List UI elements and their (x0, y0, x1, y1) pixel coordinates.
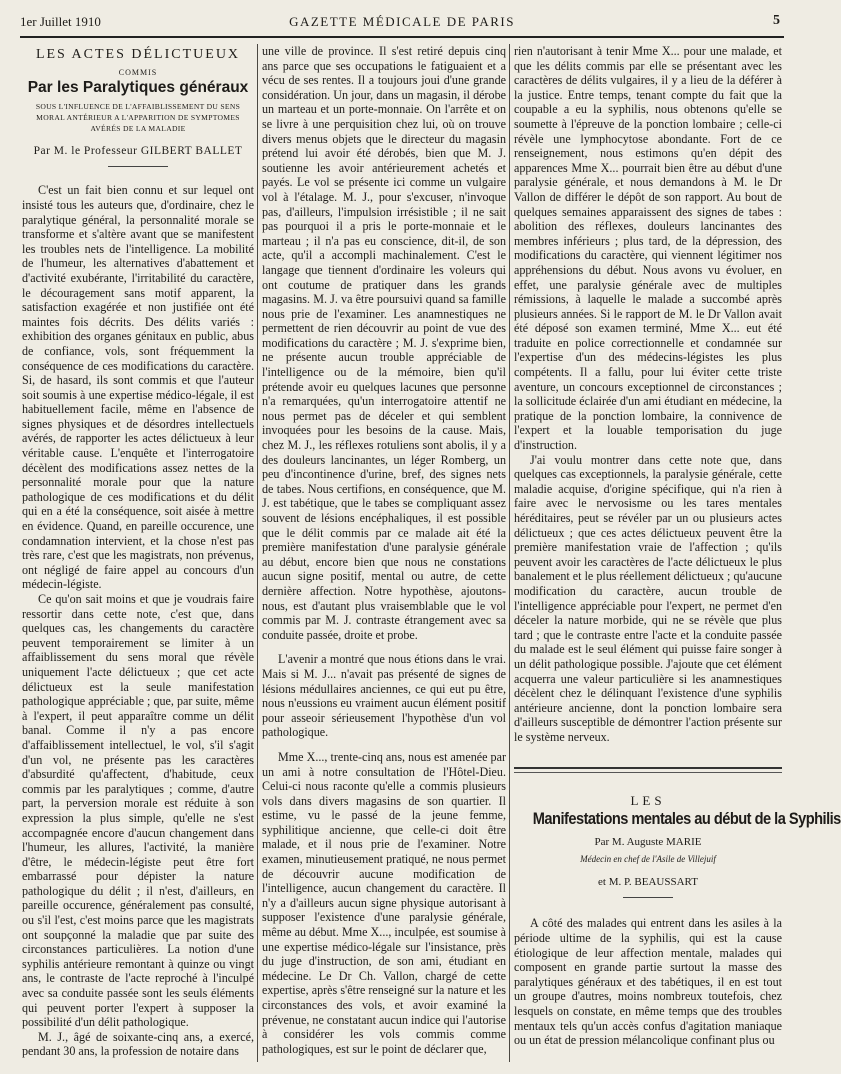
article-separator-rule (514, 767, 782, 769)
article2-paragraph: A côté des malades qui entrent dans les asiles à la période ultime de la syphilis, qui est la cause étiologique de leur affection mentale, malades qui composent en grande partie surtout la masse des paralytiques généraux et des tabétiques, il en est tout un groupe d'autres, moins nombreux toutefois, chez lesquels on constate, en même temps que des troubles mentaux tels qu'un accès confus d'agitation maniaque ou un état de pression mélancolique confinant plus ou (514, 916, 782, 1048)
journal-title: GAZETTE MÉDICALE DE PARIS (289, 14, 515, 29)
article2-label: LES (630, 792, 666, 808)
article1-flow-3 (514, 44, 782, 745)
article-separator-thin-rule (514, 772, 782, 773)
article1-paragraph: J'ai voulu montrer dans cette note que, dans quelques cas exceptionnels, la paralysie générale, cette maladie acquise, d'origine spécifique, qui n'a rien à faire avec le nervosisme ou les tares mentales héréditaires, peut se révéler par un ou plusieurs actes délictueux ; que ces actes délictueux peuvent être la première manifestation vraie de l'affection ; qu'ils peuvent avoir les caractères de l'acte délictueux le plus banalement et le plus réellement délictueux ; qu'aucune modification du caractère, aucun trouble de l'intelligence appréciable pour l'expert, ne permet d'en déceler la nature morbide, qui ne se révèle que plus tard ; que le contraste entre l'acte et la conduite passée du malade est le seul élément qui puisse faire songer à un délit pathologique possible. J'ajoute que cet élément acquerra une valeur particulière si les anamnestiques décèlent chez le délinquant l'existence d'une syphilis antérieure ancienne, dont la ponction lombaire sera d'ailleurs susceptible de démontrer l'action présente sur le système nerveux. (514, 452, 782, 744)
article1-paragraph: L'avenir a montré que nous étions dans le vrai. Mais si M. J... n'avait pas présenté de signes de lésions médullaires anciennes, ce qui eut pu être, nous n'eussions eu vraiment aucun élément positif pour asseoir sérieusement l'hypothèse d'un vol pathologique. (262, 652, 506, 740)
article2-author-1: Par M. Auguste MARIE (594, 835, 702, 848)
article1-paragraph: Mme X..., trente-cinq ans, nous est amenée par un ami à notre consultation de l'Hôtel-Dieu. Celui-ci nous raconte qu'elle a commis plusieurs vols dans divers magasins de son quartier. Il estime, vu le passé de la jeune femme, syphilitique ancienne, que celle-ci doit être malade, et il nous prie de l'examiner. Notre examen, minutieusement pratiqué, ne nous permet de découvrir aucune modification de l'intelligence, aucun changement du caractère. Il n'y a d'ailleurs aucun signe physique autorisant à supposer l'existence d'une paralysie générale, même au début. Mme X..., inculpée, est soumise à une expertise médico-légale sur l'insistance, près du juge d'instruction, de son ami, étudiant en médecine. Le Dr Ch. Vallon, chargé de cette expertise, après s'être renseigné sur la nature et les circonstances des vols, et avoir examiné la prévenue, ne constatant aucun indice qui l'autorise à considérer les vols commis comme pathologiques, est sur le point de déclarer que, (262, 749, 506, 1056)
title-rule (108, 166, 168, 167)
column-1 (22, 44, 254, 1064)
article1-subtitle: Par les Paralytiques généraux (27, 79, 249, 97)
article2-author-2: et M. P. BEAUSSART (598, 875, 698, 888)
article2-author-1-role: Médecin en chef de l'Asile de Villejuif (580, 854, 716, 865)
column-rule-1 (257, 44, 258, 1062)
column-2 (262, 44, 506, 1064)
running-header (20, 10, 784, 38)
article1-flow-2 (262, 44, 506, 1056)
page-number: 5 (773, 13, 780, 28)
article1-connector: COMMIS (118, 67, 158, 77)
article1-flow-1 (22, 183, 254, 1059)
article1-paragraph: M. J., âgé de soixante-cinq ans, a exercé, pendant 30 ans, la profession de notaire dans (22, 1029, 254, 1059)
issue-date: 1er Juillet 1910 (20, 14, 101, 29)
article1-paragraph: rien n'autorisant à tenir Mme X... pour une malade, et que les délits commis par elle se présentant avec les caractères de délits vulgaires, il y a lieu de la déférer à la justice. Entre temps, tenant compte du fait que la coupable a eu la syphilis, nous obtenons qu'elle se soumette à l'épreuve de la ponction lombaire ; celle-ci révèle une lymphocytose abondante. Fort de ce renseignement, nous estimons qu'en dépit des apparences Mme X... pourrait bien être au début d'une paralysie générale, et nous demandons à M. le Dr Vallon de différer le dépôt de son rapport. Au bout de quelques semaines apparaissent des signes de tabes : abolition des réflexes, douleurs lancinantes des membres inférieurs ; plus tard, de la dépression, des modifications du caractère, qui viennent légitimer nos appréhensions du début. Nous avons vu évoluer, en effet, une paralysie générale avec de multiples rémissions, à laquelle le malade a succombé après plusieurs années. Si le rapport de M. le Dr Vallon avait été déposé son examen terminé, Mme X... eut été traduite en police correctionnelle et condamnée sur l'expertise d'un des médecins-légistes les plus compétents. Il a fallu, pour lui éviter cette triste aventure, un concours exceptionnel de circonstances ; la sollicitude éclairée d'un ami étudiant en médecine, la pratique de la ponction lombaire, la connivence de l'expert et la louable temporisation du juge d'instruction. (514, 44, 782, 453)
article1-author: Par M. le Professeur GILBERT BALLET (33, 144, 243, 157)
article2-title-rule (623, 897, 673, 898)
article1-paragraph: une ville de province. Il s'est retiré depuis cinq ans parce que ses occupations le fatiguaient et a vécu de ses rentes. Il a toujours joui d'une grande considération. Un jour, dans un magasin, il dérobe un marteau et un porte-monnaie. On l'arrête et on se livre à une perquisition chez lui, où on trouve divers menus objets que le directeur du magasin prétend lui avoir été dérobés, bien que M. J. soutienne les avoir antérieurement achetés et payés. Le vol se présente ici comme un vulgaire vol à l'étalage. M. J., pour s'excuser, n'invoque pas, d'ailleurs, l'impulsion irrésistible ; il ne sait pas pourquoi il a pris le porte-monnaie et le marteau ; il n'a pas eu conscience, dit-il, de son acte, qu'il a accompli machinalement. C'est le langage que tiennent d'ordinaire les voleurs qui ont coutume de pratiquer dans les grands magasins. M. J. va être poursuivi quand sa famille nous prie de l'examiner. Les anamnestiques ne permettent de rien découvrir au point de vue des modifications du caractère ; M. J. s'exprime bien, ne présente aucun trouble appréciable de l'intelligence ou de la mémoire, bien qu'il prétende avoir eu quelques lacunes que personne n'a remarquées, qu'un interrogatoire attentif ne nous permet pas de déceler et qui semblent invoquées pour les besoins de la cause. Mais, chez M. J., les réflexes rotuliens sont abolis, il y a des douleurs lancinantes, un léger Romberg, un peu d'incontinence d'urine, bref, des signes nets de tabes. Nous certifions, en conséquence, que M. J. est tabétique, que le tabes se compliquant assez souvent de lésions encéphaliques, il est possible que le délit commis par ce malade ait été la première manifestation d'une paralysie générale au début, encore bien que nous ne constations aucun signe positif, mental ou autre, de cette dernière affection. Notre hypothèse, ajoutons-nous, est d'autant plus vraisemblable que le vol commis par M. J. contraste étrangement avec sa conduite passée, droite et probe. (262, 44, 506, 642)
article1-paragraph: C'est un fait bien connu et sur lequel ont insisté tous les auteurs que, d'ordinaire, chez le paralytique général, la personnalité morale se transforme et s'altère avant que se manifestent les troubles nets de l'intelligence. La mobilité de l'humeur, les alternatives d'abattement et d'activité exubérante, l'irritabilité du caractère, le découragement sans motif apparent, la satisfaction exagérée et non justifiée ont été maintes fois décrits. Des délits variés : exhibition des organes génitaux en public, abus de confiance, vols, sont fréquemment la conséquence de ces modifications du caractère. Si, de hasard, ils sont commis et que l'auteur soit soumis à une expertise médico-légale, il est habituellement facile, même en l'absence de signes physiques et de désordres intellectuels avérés, de rapporter les actes délictueux à leur véritable cause. L'enquête et l'interrogatoire décèlent des modifications assez nettes de la personnalité morale pour que la nature pathologique de ces modifications et du délit qui en a été la conséquence, soit aisée à mettre en évidence. Quand, en pareille occurence, une condamnation intervient, et la chose n'est pas très rare, c'est que les magistrats, non prévenus, ont négligé de faire appel au concours d'un médecin-légiste. (22, 183, 254, 592)
article1-paragraph: Ce qu'on sait moins et que je voudrais faire ressortir dans cette note, c'est que, dans quelques cas, les changements du caractère peuvent temporairement se limiter à un affaiblissement du sens moral que révèle uniquement l'acte délictueux ; que cet acte délictueux est la seule manifestation pathologique appréciable ; que, par suite, même à l'expert, il peut apparaître comme un délit banal. Comme il n'y a pas encore d'affaiblissement intellectuel, le vol, s'il s'agit d'un vol, ne présente pas les caractères d'absurdité qu'affectent, d'habitude, ceux commis par les paralytiques ; comme, d'autre part, la perversion morale est réduite à son expression la plus simple, qu'elle ne s'est accompagnée encore d'aucun changement dans l'humeur, les allures, l'activité, la manière d'être, le médecin-légiste peut être fort embarrassé pour dépister la nature pathologique du délit ; il n'est, d'ailleurs, en pareille occurence, généralement pas consulté, ou s'il l'est, c'est moins parce que les magistrats ont soupçonné la maladie que par suite des circonstances particulières. La notion d'une syphilis antérieure remontant à quinze ou vingt ans, le contraste de l'acte reproché à l'inculpé avec sa conduite passée sont les seuls éléments qui peuvent porter l'expert à supposer la possibilité d'un délit pathologique. (22, 592, 254, 1030)
article2-title: Manifestations mentales au début de la Syphilis (532, 809, 841, 829)
article1-title: LES ACTES DÉLICTUEUX (35, 47, 241, 62)
column-rule-2 (509, 44, 510, 1062)
article1-deck: SOUS L'INFLUENCE DE L'AFFAIBLISSEMENT DU SENS MORAL ANTÉRIEUR A L'APPARITION DE SYMPTOMES AVÉRÉS DE LA MALADIE (35, 101, 241, 133)
column-3 (514, 44, 841, 1064)
